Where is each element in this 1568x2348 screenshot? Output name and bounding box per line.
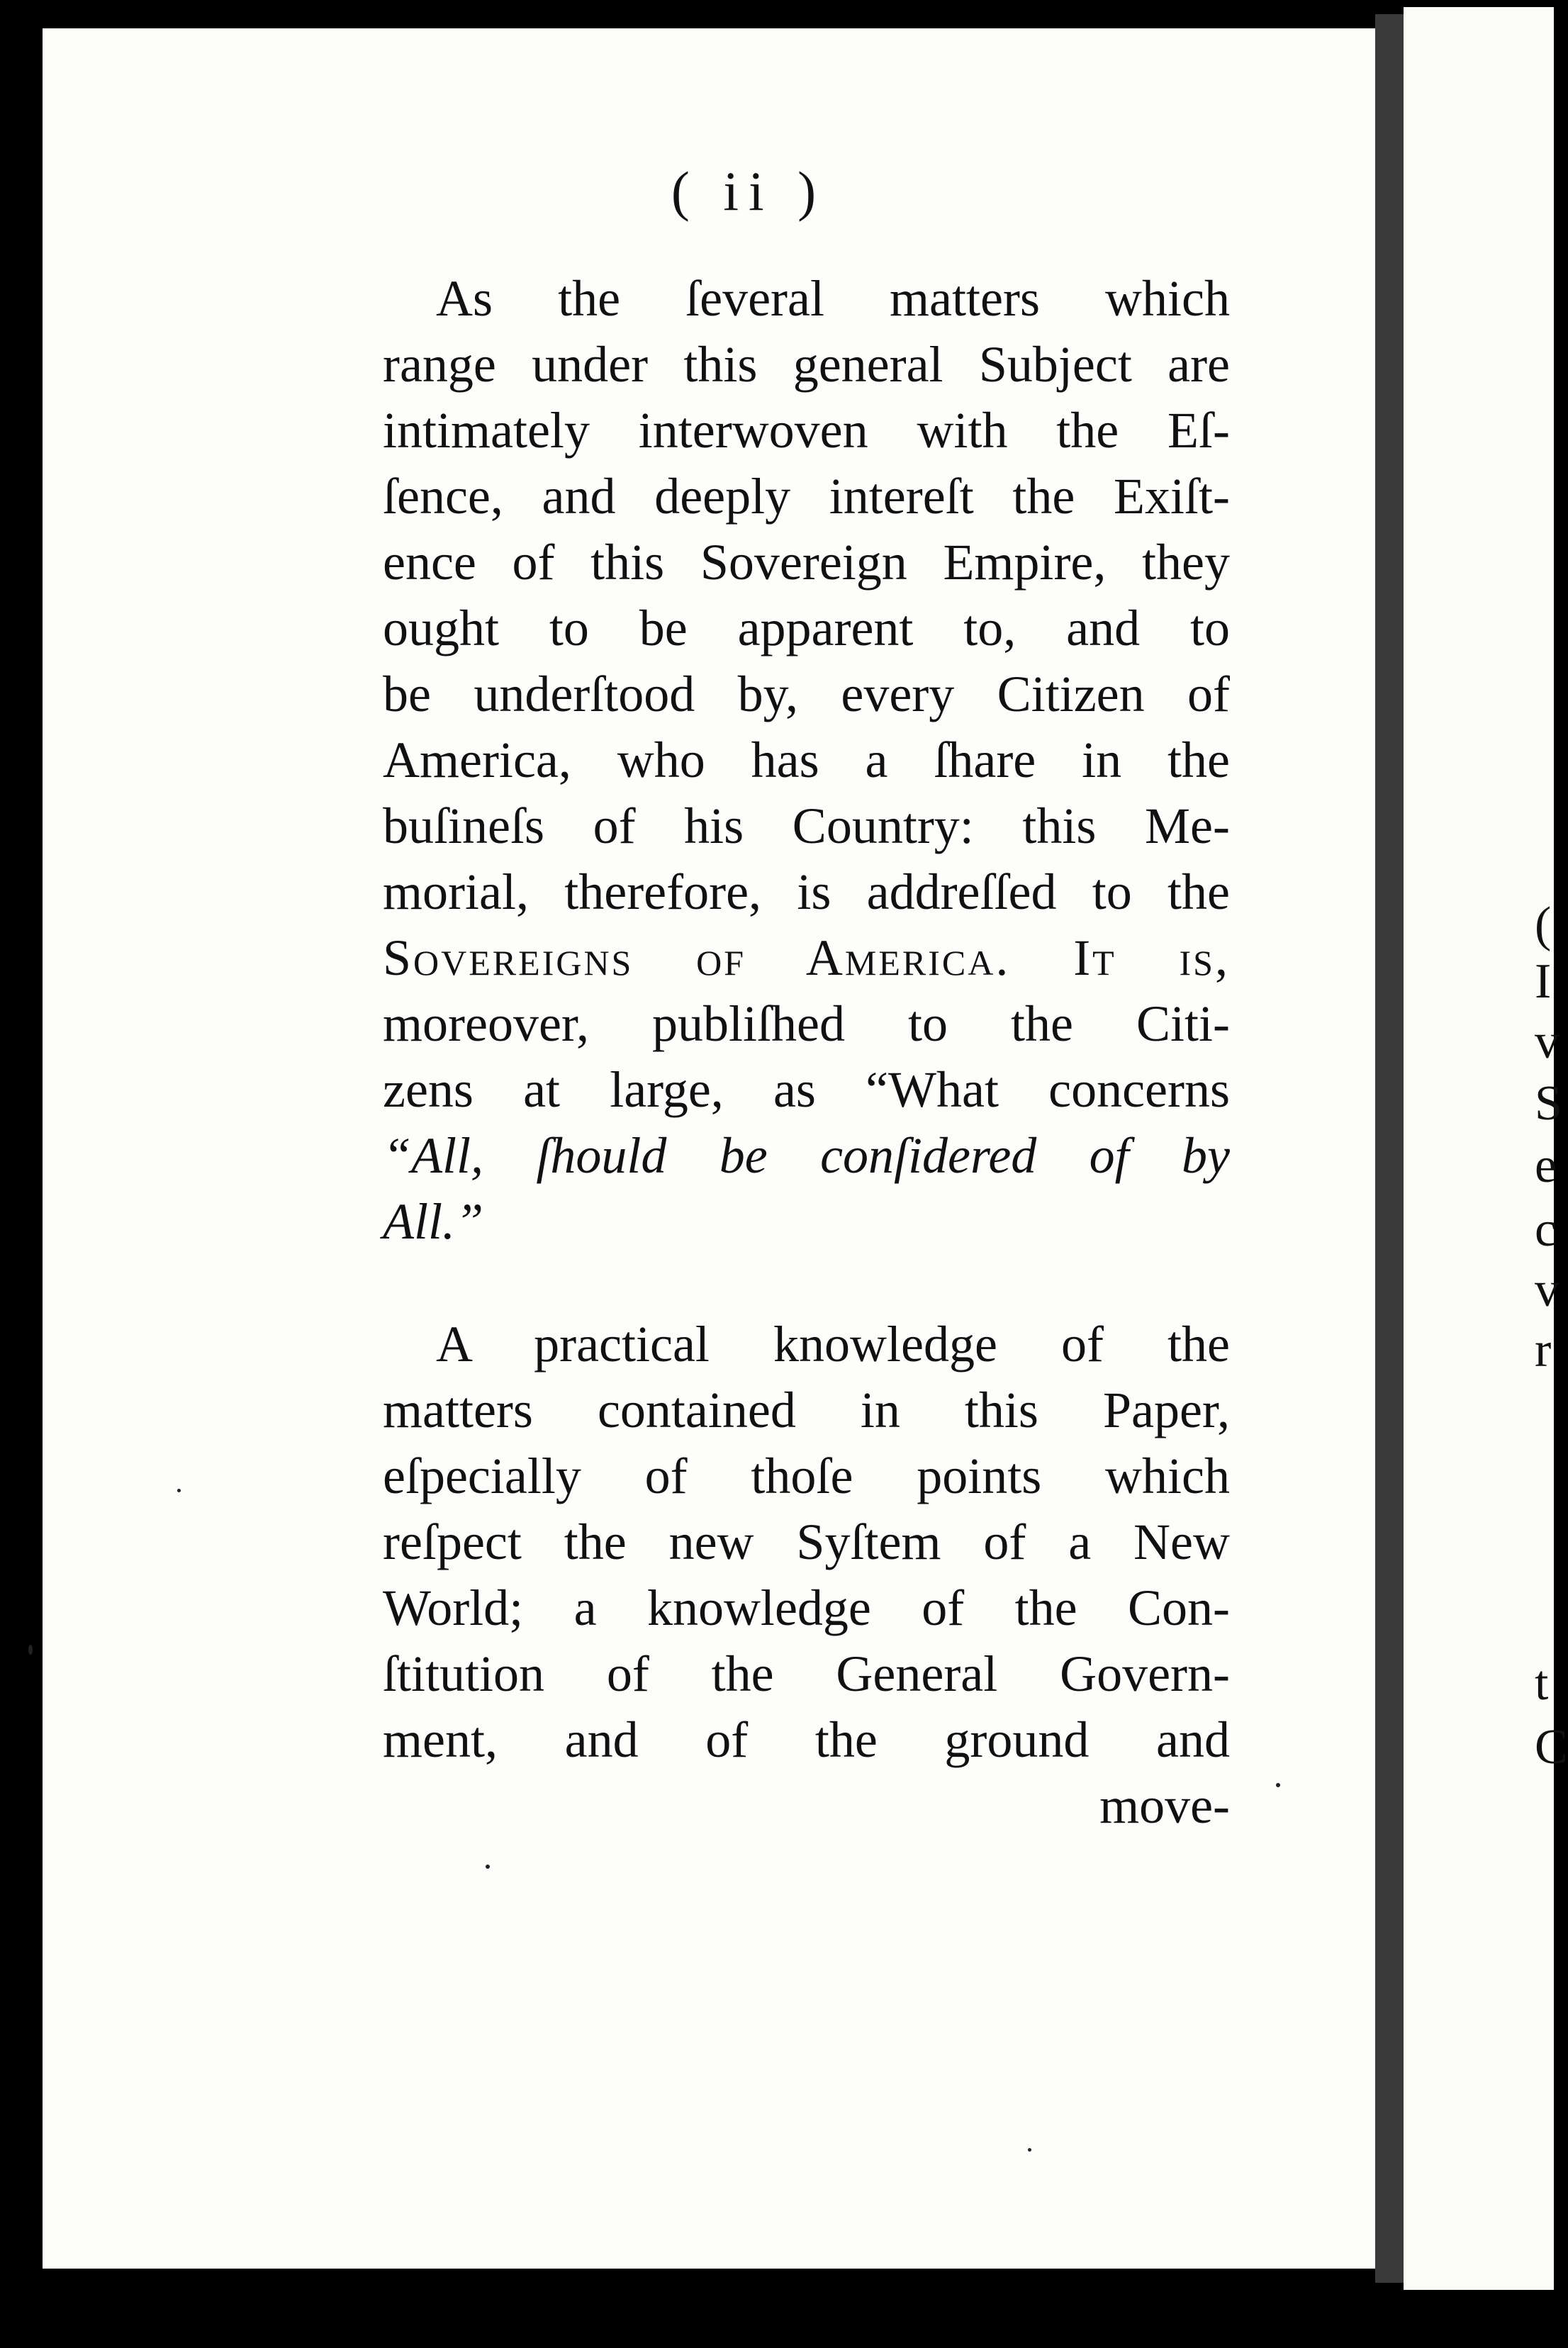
text-line: America, who has a ſhare in the [383, 732, 1230, 788]
scan-border [0, 2290, 1554, 2348]
facing-page-fragment: C [1535, 1720, 1568, 1774]
text-line: be underſtood by, every Citizen of [383, 666, 1230, 722]
facing-page-fragment: r [1535, 1323, 1552, 1377]
text-line: moreover, publiſhed to the Citi- [383, 995, 1230, 1052]
facing-page-fragment: t [1535, 1656, 1549, 1711]
text-line: eſpecially of thoſe points which [383, 1448, 1230, 1504]
scan-speck [28, 1645, 33, 1655]
text-line: intimately interwoven with the Eſ- [383, 402, 1230, 459]
facing-page-fragment: I [1535, 954, 1552, 1009]
paragraph-gap [383, 1255, 1230, 1312]
text-line: A practical knowledge of the [436, 1316, 1230, 1373]
page-gutter [1375, 14, 1404, 2283]
catchword: move- [1099, 1777, 1230, 1834]
scan-speck [1028, 2148, 1031, 2152]
text-line: ought to be apparent to, and to [383, 600, 1230, 656]
facing-page-fragment: v [1535, 1014, 1559, 1069]
text-line: ſtitution of the General Govern- [383, 1645, 1230, 1702]
facing-page-fragment: c [1535, 1202, 1557, 1257]
text-line: buſineſs of his Country: this Me- [383, 798, 1230, 854]
scan-speck [486, 1865, 490, 1869]
text-line: reſpect the new Syſtem of a New [383, 1514, 1230, 1570]
text-line: All.” [383, 1193, 484, 1250]
facing-page-fragment: v [1535, 1263, 1559, 1317]
text-line: “All, ſhould be conſidered of by [383, 1127, 1230, 1184]
text-line: ment, and of the ground and [383, 1711, 1230, 1768]
text-line: matters contained in this Paper, [383, 1382, 1230, 1438]
text-line: Sovereigns of America. It is, [383, 929, 1230, 986]
facing-page-fragment: S [1535, 1076, 1562, 1131]
text-line: ſence, and deeply intereſt the Exiſt- [383, 468, 1230, 525]
scan-speck [1276, 1783, 1280, 1787]
text-line: World; a knowledge of the Con- [383, 1580, 1230, 1636]
text-line: range under this general Subject are [383, 336, 1230, 393]
text-line: As the ſeveral matters which [436, 270, 1230, 327]
text-line: morial, therefore, is addreſſed to the [383, 863, 1230, 920]
text-line: ence of this Sovereign Empire, they [383, 534, 1230, 591]
facing-page-fragment: ( [1535, 898, 1552, 952]
page-number-heading: ( ii ) [671, 160, 827, 222]
facing-page-edge [1404, 7, 1568, 2290]
text-line: zens at large, as “What concerns [383, 1061, 1230, 1118]
facing-page-fragment: e [1535, 1139, 1557, 1193]
scan-speck [177, 1489, 181, 1492]
body-text [383, 266, 1230, 1839]
